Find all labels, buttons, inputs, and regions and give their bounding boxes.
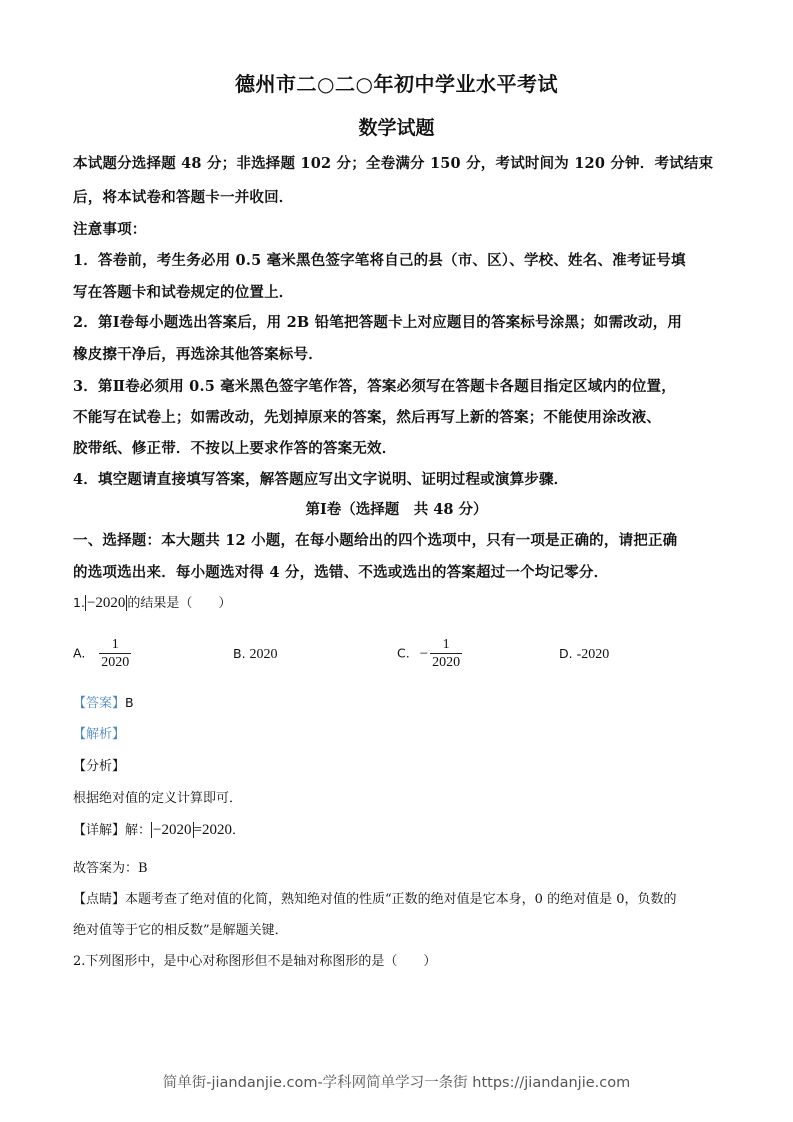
fraction-1-over-2020: $\frac{1}{2020}$	[101, 637, 130, 670]
option-d-label: D.	[559, 646, 573, 661]
option-a	[73, 636, 131, 672]
exam-subtitle: 数学试题	[358, 117, 435, 139]
question-1-stem	[73, 592, 231, 612]
option-a-label: A.	[73, 645, 86, 661]
note-2-line-2: 橡皮擦干净后，再选涂其他答案标号．	[73, 346, 323, 363]
option-b-value: 2020	[249, 647, 278, 662]
note-3-line-2: 不能写在试卷上；如需改动，先划掉原来的答案，然后再写上新的答案；不能使用涂改液、	[73, 409, 661, 426]
section-instruction-line-2: 的选项选出来．每小题选对得 4 分，选错、不选或选出的答案超过一个均记零分．	[73, 564, 609, 581]
section-instruction-line-1: 一、选择题：本大题共 12 小题，在每小题给出的四个选项中，只有一项是正确的，请把正确	[73, 532, 678, 549]
comment-tag: 【点睛】	[73, 892, 126, 907]
detail-result: =2020	[193, 822, 232, 838]
section-heading: 第Ⅰ卷（选择题 共 48 分）	[305, 501, 488, 518]
note-4-line-1: 4．填空题请直接填写答案，解答题应写出文字说明、证明过程或演算步骤．	[73, 471, 569, 488]
option-b-label: B.	[233, 646, 246, 661]
minus-sign: −	[419, 645, 429, 662]
option-c-label: C.	[397, 645, 410, 661]
absolute-value-expression: −2020	[86, 595, 126, 611]
comment-line-1	[73, 888, 676, 907]
comment-text-1: 本题考查了绝对值的化简，熟知绝对值的性质“正数的绝对值是它本身，0 的绝对值是 0，负数的	[125, 892, 677, 907]
question-2-stem: 2.下列图形中，是中心对称图形但不是轴对称图形的是（ ）	[73, 954, 437, 969]
option-d	[559, 646, 609, 663]
fenxi-text: 根据绝对值的定义计算即可．	[73, 791, 243, 806]
note-1-line-2: 写在答题卡和试卷规定的位置上．	[73, 284, 294, 301]
detail-end: ．	[231, 823, 245, 838]
detail-absolute-value: −2020	[153, 822, 192, 838]
analysis-tag: 【解析】	[73, 727, 126, 742]
fenxi-tag: 【分析】	[73, 759, 126, 774]
option-c	[397, 636, 462, 672]
question-1-number: 1.	[73, 595, 85, 610]
footer-watermark: 简单街-jiandanjie.com-学科网简单学习一条街 https://jiandanjie.com	[162, 1075, 631, 1091]
answer-value: B	[125, 695, 134, 710]
detail-line	[73, 819, 245, 839]
detail-tag: 【详解】	[73, 823, 126, 838]
exam-title: 德州市二○二○年初中学业水平考试	[235, 72, 558, 96]
comment-line-2: 绝对值等于它的相反数”是解题关键．	[73, 923, 288, 938]
notes-heading: 注意事项：	[73, 221, 147, 238]
note-2-line-1: 2．第Ⅰ卷每小题选出答案后，用 2B 铅笔把答题卡上对应题目的答案标号涂黑；如需改动，用	[73, 314, 683, 331]
answer-tag: 【答案】	[73, 696, 126, 711]
fraction-1-over-2020: $\frac{1}{2020}$	[432, 637, 461, 670]
conclusion: 故答案为：B	[73, 861, 148, 876]
note-1-line-1: 1．答卷前，考生务必用 0.5 毫米黑色签字笔将自己的县（市、区）、学校、姓名、准考证号填	[73, 252, 686, 269]
answer-line	[73, 692, 134, 711]
intro-line-2: 后，将本试卷和答题卡一并收回．	[73, 189, 294, 206]
detail-prefix: 解：	[125, 823, 152, 838]
intro-line-1: 本试题分选择题 48 分；非选择题 102 分；全卷满分 150 分，考试时间为 120 分钟．考试结束	[73, 155, 714, 172]
note-3-line-3: 胶带纸、修正带．不按以上要求作答的答案无效．	[73, 440, 397, 457]
note-3-line-1: 3．第Ⅱ卷必须用 0.5 毫米黑色签字笔作答，答案必须写在答题卡各题目指定区域内的位置，	[73, 378, 676, 395]
option-d-value: -2020	[576, 647, 610, 662]
option-b	[233, 646, 278, 663]
question-1-text: 的结果是（ ）	[127, 596, 232, 611]
